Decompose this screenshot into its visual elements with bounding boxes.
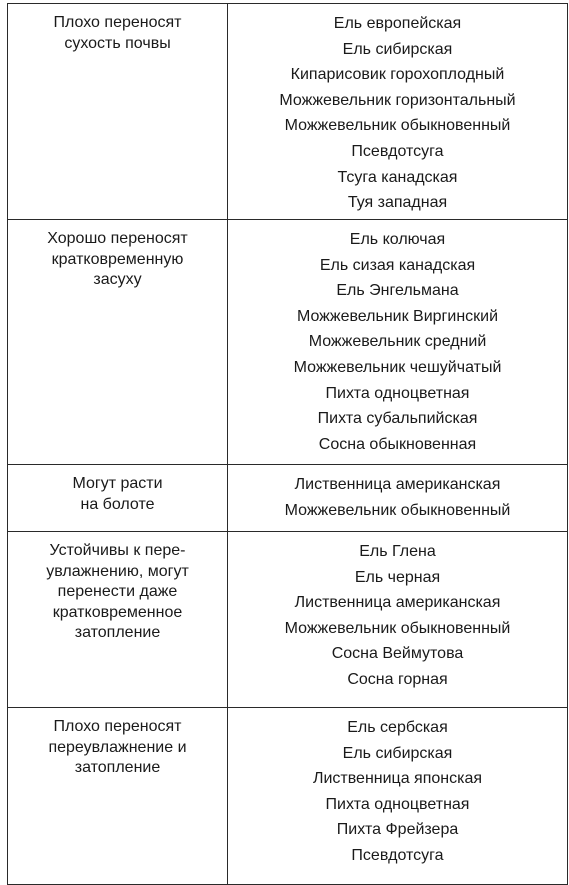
table-row [8, 4, 568, 220]
category-cell [8, 220, 228, 465]
plant-name: Пихта Фрейзера [336, 821, 459, 839]
plant-name: Кипарисовик горохоплодный [290, 66, 505, 84]
plant-name: Ель европейская [333, 15, 462, 32]
category-cell [8, 4, 228, 220]
category-label: Плохо переносят сухость почвы [53, 14, 182, 52]
plant-name: Ель сибирская [342, 744, 453, 762]
plant-name: Тсуга канадская [337, 168, 458, 186]
plant-name: Ель Энгельмана [336, 282, 459, 300]
plant-name: Пихта субальпийская [317, 410, 478, 428]
plant-name: Ель сербская [347, 719, 448, 736]
plants-cell [228, 4, 568, 220]
plant-name: Ель колючая [349, 231, 446, 248]
conifer-tolerance-table [7, 3, 568, 885]
plant-name: Лиственница японская [312, 770, 483, 788]
plants-cell [228, 465, 568, 532]
category-cell [8, 465, 228, 532]
table-body [8, 4, 568, 885]
table-row [8, 532, 568, 708]
plants-cell [228, 220, 568, 465]
plant-name: Можжевельник обыкновенный [284, 619, 511, 637]
plant-name: Можжевельник Виргинский [296, 307, 499, 325]
plant-name: Ель сибирская [342, 40, 453, 58]
plant-name: Сосна горная [347, 670, 448, 688]
plants-cell [228, 532, 568, 708]
plant-name: Пихта одноцветная [325, 384, 470, 402]
category-cell [8, 708, 228, 885]
plant-name: Псевдотсуга [351, 846, 444, 864]
plant-name: Псевдотсуга [351, 142, 444, 160]
plant-list [228, 220, 567, 457]
plant-name: Туя западная [347, 194, 448, 212]
plant-name: Можжевельник чешуйчатый [293, 358, 502, 376]
plant-list [228, 4, 567, 216]
plant-name: Лиственница американская [294, 594, 501, 612]
category-label: Плохо переносят переувлажнение и затопление [48, 718, 187, 776]
plant-name: Ель Глена [359, 543, 436, 560]
plant-name: Можжевельник обыкновенный [284, 117, 511, 135]
plant-name: Можжевельник средний [308, 333, 487, 351]
category-label: Хорошо переносят кратковременную засуху [47, 230, 188, 288]
plant-name: Можжевельник обыкновенный [284, 501, 511, 519]
plant-name: Лиственница американская [294, 476, 501, 493]
category-cell [8, 532, 228, 708]
table-row [8, 708, 568, 885]
category-label: Могут расти на болоте [72, 475, 163, 513]
plant-name: Ель черная [354, 568, 441, 586]
plant-name: Пихта одноцветная [325, 795, 470, 813]
table-row [8, 465, 568, 532]
plant-name: Сосна обыкновенная [318, 435, 477, 453]
plant-list [228, 532, 567, 693]
plant-list [228, 465, 567, 523]
category-label: Устойчивы к пере- увлажнению, могут перенести даже кратковременное затопление [46, 542, 189, 641]
plant-list [228, 708, 567, 869]
plant-name: Сосна Веймутова [331, 645, 464, 663]
plant-name: Можжевельник горизонтальный [279, 91, 516, 109]
plant-name: Ель сизая канадская [319, 256, 476, 274]
table-row [8, 220, 568, 465]
plants-cell [228, 708, 568, 885]
